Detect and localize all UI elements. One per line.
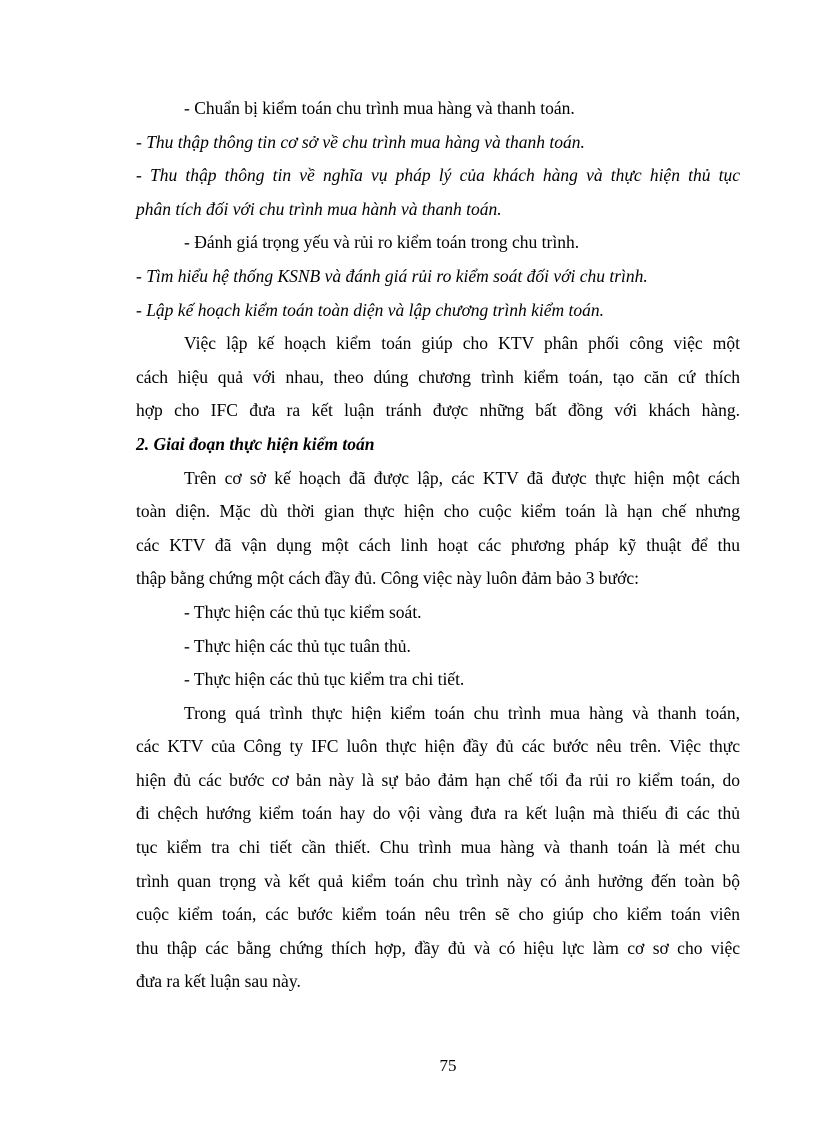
text-line: phân tích đối với chu trình mua hành và thanh toán. [136,198,502,219]
text-line: thu thập các bằng chứng thích hợp, đầy đủ và có hiệu lực làm cơ sơ cho việc [136,937,740,958]
text-line: - Tìm hiểu hệ thống KSNB và đánh giá rủi ro kiểm soát đối với chu trình. [136,265,648,286]
text-line: - Chuẩn bị kiểm toán chu trình mua hàng và thanh toán. [184,98,575,118]
text-line: trình quan trọng và kết quả kiểm toán chu trình này có ảnh hưởng đến toàn bộ [136,870,740,891]
text-line: toàn diện. Mặc dù thời gian thực hiện cho cuộc kiểm toán là hạn chế nhưng [136,501,740,522]
text-line: các KTV đã vận dụng một cách linh hoạt các phương pháp kỹ thuật để thu [136,534,740,555]
text-line: hiện đủ các bước cơ bản này là sự bảo đảm hạn chế tối đa rủi ro kiểm toán, do [136,769,740,790]
body-text [136,92,740,999]
text-line: đưa ra kết luận sau này. [136,971,301,992]
section-heading: 2. Giai đoạn thực hiện kiểm toán [136,433,375,454]
text-line: đi chệch hướng kiểm toán hay do vội vàng đưa ra kết luận mà thiếu đi các thủ [136,803,740,824]
text-line: - Đánh giá trọng yếu và rủi ro kiểm toán trong chu trình. [184,232,580,253]
text-line: thập bằng chứng một cách đầy đủ. Công việc này luôn đảm bảo 3 bước: [136,568,640,589]
text-line: tục kiểm tra chi tiết cần thiết. Chu trình mua hàng và thanh toán là mét chu [136,837,740,858]
text-line: - Thu thập thông tin cơ sở về chu trình mua hàng và thanh toán. [136,131,585,152]
text-line: - Lập kế hoạch kiểm toán toàn diện và lập chương trình kiểm toán. [136,299,604,320]
text-line: hợp cho IFC đưa ra kết luận tránh được những bất đồng với khách hàng. [136,400,740,421]
text-line: - Thu thập thông tin về nghĩa vụ pháp lý của khách hàng và thực hiện thủ tục [136,165,740,186]
text-line: cách hiệu quả với nhau, theo dúng chương trình kiểm toán, tạo căn cứ thích [136,366,740,387]
text-line: Việc lập kế hoạch kiểm toán giúp cho KTV phân phối công việc một [184,333,740,354]
text-line: các KTV của Công ty IFC luôn thực hiện đầy đủ các bước nêu trên. Việc thực [136,736,740,757]
text-line: - Thực hiện các thủ tục kiểm soát. [184,601,422,622]
page-number: 75 [439,1056,457,1075]
text-line: cuộc kiểm toán, các bước kiểm toán nêu trên sẽ cho giúp cho kiểm toán viên [136,904,740,925]
text-line: Trong quá trình thực hiện kiểm toán chu trình mua hàng và thanh toán, [184,702,740,723]
text-line: Trên cơ sở kế hoạch đã được lập, các KTV đã được thực hiện một cách [184,467,740,488]
text-line: - Thực hiện các thủ tục kiểm tra chi tiết. [184,669,465,690]
text-line: - Thực hiện các thủ tục tuân thủ. [184,635,411,656]
